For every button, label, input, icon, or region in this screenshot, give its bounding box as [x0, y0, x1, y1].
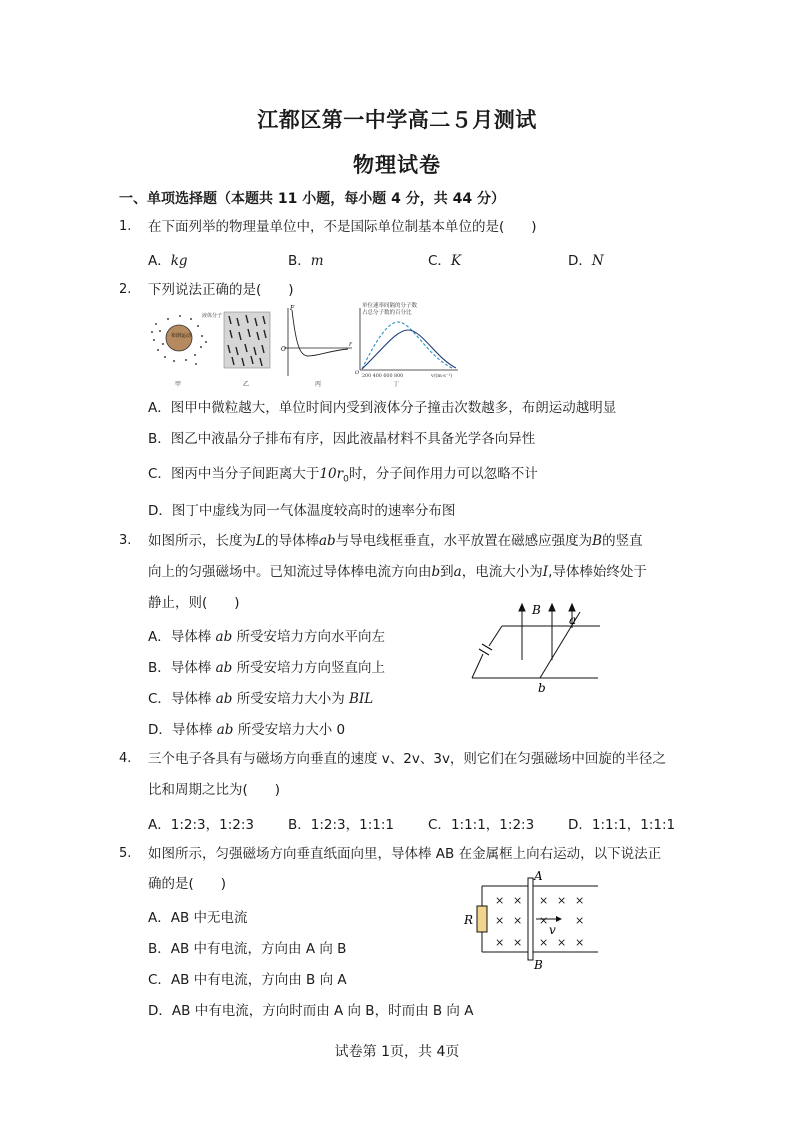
option-label: C． [428, 253, 451, 269]
label-a: A [534, 869, 543, 883]
option-d [568, 813, 675, 833]
text: 与导电线框垂直，水平放置在磁感应强度为 [335, 533, 593, 549]
option-a [148, 625, 385, 645]
option-c [148, 968, 347, 988]
option-text: kg [170, 253, 188, 269]
axis-r: r [349, 341, 352, 348]
option-b [148, 656, 385, 676]
var: ab [216, 722, 234, 738]
text: 的竖直 [602, 533, 643, 549]
var: ab [215, 629, 233, 645]
axis-f: F [290, 305, 295, 312]
page-footer: 试卷第 1页，共 4页 [334, 1044, 460, 1060]
question-number: 5. [119, 846, 132, 861]
option-text: AB 中有电流，方向由 A 向 B [170, 941, 347, 957]
exam-title: 江都区第一中学高二５月测试 [257, 108, 537, 132]
option-b [148, 427, 535, 447]
molecular-force-panel [281, 305, 353, 388]
option-label: C． [428, 817, 451, 833]
caption-yi: 乙 [243, 381, 250, 388]
option-text: 图丙中当分子间距离大于 [170, 466, 320, 482]
option-text: 图乙中液晶分子排布有序，因此液晶材料不具备光学各向异性 [170, 431, 536, 447]
cross-mark: × [539, 914, 549, 927]
cross-mark: × [495, 914, 505, 927]
option-a [148, 906, 248, 926]
text: 到 [440, 564, 454, 580]
cross-mark: × [539, 936, 549, 949]
option-text: 所受安培力方向竖直向上 [236, 660, 386, 676]
option-a [148, 249, 188, 269]
cross-mark: × [513, 914, 523, 927]
label-b: b [538, 681, 546, 695]
label-r: R [464, 913, 474, 927]
option-c [148, 687, 373, 707]
legend-line1: 单位速率间隔的分子数 [362, 303, 418, 309]
question-stem: 在下面列举的物理量单位中，不是国际单位制基本单位的是( ) [148, 219, 537, 235]
option-label: D． [148, 722, 172, 738]
cross-mark: × [513, 894, 523, 907]
option-text: AB 中有电流，方向由 B 向 A [170, 972, 347, 988]
option-label: D． [568, 817, 592, 833]
option-text: 导体棒 [170, 660, 212, 676]
cross-mark: × [495, 894, 505, 907]
caption-ding: 丁 [393, 381, 400, 388]
option-text: 1:2:3，1:1:1 [310, 817, 394, 833]
var-b-end: b [431, 564, 441, 580]
option-label: A． [148, 629, 171, 645]
option-text: 导体棒 [171, 722, 213, 738]
subject-title: 物理试卷 [353, 153, 441, 177]
var-bil: BIL [349, 691, 374, 707]
question-number: 4. [119, 751, 132, 766]
question-stem: 下列说法正确的是( ) [148, 282, 294, 298]
option-c [428, 813, 534, 833]
option-a [148, 396, 616, 416]
option-text: 1:2:3，1:2:3 [170, 817, 254, 833]
option-text: 1:1:1，1:1:1 [591, 817, 676, 833]
label-v: v [549, 923, 556, 937]
caption-bing: 丙 [315, 381, 322, 388]
option-text: 所受安培力大小 0 [237, 722, 346, 738]
option-text: 图丁中虚线为同一气体温度较高时的速率分布图 [171, 503, 456, 519]
question-stem-line2 [148, 563, 647, 581]
option-d [568, 249, 604, 269]
var-ab: ab [318, 533, 336, 549]
option-text: AB 中有电流，方向时而由 A 向 B，时而由 B 向 A [171, 1003, 474, 1019]
origin-o: O [281, 346, 286, 353]
option-label: A． [148, 817, 171, 833]
option-label: C． [148, 972, 171, 988]
var: ab [215, 660, 233, 676]
option-label: D． [148, 503, 172, 519]
cross-mark: × [575, 914, 585, 927]
section-heading: 一、单项选择题（本题共 11 小题，每小题 4 分，共 44 分） [119, 191, 505, 207]
option-b [148, 937, 346, 957]
liquid-crystal-panel [224, 312, 270, 388]
cross-mark: × [557, 894, 567, 907]
option-d [148, 499, 455, 519]
option-text: K [450, 253, 462, 269]
question-stem-line1 [148, 532, 643, 550]
question-number: 1. [119, 219, 132, 234]
text: 向上的匀强磁场中。已知流过导体棒电流方向由 [148, 564, 432, 580]
q5-figure [458, 868, 606, 972]
option-label: B． [288, 817, 311, 833]
cross-mark: × [513, 936, 523, 949]
option-d [148, 718, 345, 738]
option-a [148, 813, 254, 833]
speed-axis: v/(m·s⁻¹) [431, 374, 453, 379]
option-b [288, 813, 394, 833]
legend-line2: 占总分子数的百分比 [362, 310, 412, 316]
option-text: 图甲中微粒越大，单位时间内受到液体分子撞击次数越多，布朗运动越明显 [170, 400, 617, 416]
label-a: a [569, 613, 577, 627]
option-text: 导体棒 [170, 629, 212, 645]
option-text: AB 中无电流 [170, 910, 248, 926]
origin-o2: O [355, 370, 360, 376]
question-stem-line2: 确的是( ) [148, 876, 227, 892]
label-b: B [534, 958, 543, 972]
option-b [288, 249, 324, 269]
cross-mark: × [539, 894, 549, 907]
text: ，电流大小为 [461, 564, 543, 580]
speed-distribution-panel [355, 301, 458, 388]
question-stem-line1: 如图所示，匀强磁场方向垂直纸面向里，导体棒 AB 在金属框上向右运动，以下说法正 [148, 846, 662, 862]
option-label: C． [148, 691, 171, 707]
text: 如图所示，长度为 [148, 533, 256, 549]
cross-mark: × [495, 936, 505, 949]
option-label: D． [148, 1003, 172, 1019]
option-text: N [591, 253, 604, 269]
question-number: 3. [119, 533, 132, 548]
option-d [148, 999, 473, 1019]
question-stem-line2: 比和周期之比为( ) [148, 782, 281, 798]
q2-figure [146, 300, 466, 388]
molecule-label: 液体分子 [202, 313, 223, 319]
option-label: A． [148, 910, 171, 926]
option-label: B． [148, 660, 171, 676]
option-text: m [310, 253, 324, 269]
option-label: B． [148, 941, 171, 957]
text: 的导体棒 [264, 533, 319, 549]
cross-mark: × [557, 936, 567, 949]
cross-mark: × [575, 936, 585, 949]
var-l: L [256, 533, 265, 549]
var-a-end: a [453, 564, 462, 580]
text: ,导体棒始终处于 [548, 564, 647, 580]
option-label: A． [148, 400, 171, 416]
label-b-field: B [532, 603, 541, 617]
question-number: 2. [119, 282, 132, 297]
caption-jia: 甲 [175, 381, 182, 388]
option-text: 所受安培力大小为 [236, 691, 345, 707]
option-text: 导体棒 [170, 691, 212, 707]
option-label: B． [288, 253, 311, 269]
option-label: C． [148, 466, 171, 482]
option-label: B． [148, 431, 171, 447]
question-stem-line1: 三个电子各具有与磁场方向垂直的速度 v、2v、3v，则它们在匀强磁场中回旋的半径之 [148, 751, 666, 767]
question-stem-line3: 静止，则( ) [148, 595, 240, 611]
option-text: 所受安培力方向水平向左 [236, 629, 386, 645]
option-c [148, 462, 538, 485]
var-i: I [542, 564, 549, 580]
var: ab [215, 691, 233, 707]
option-text: 1:1:1，1:2:3 [450, 817, 535, 833]
brownian-panel [151, 312, 222, 388]
option-label: A． [148, 253, 171, 269]
q3-figure [468, 594, 608, 698]
option-c [428, 249, 461, 269]
formula: 10r [319, 466, 344, 482]
var-b: B [592, 533, 603, 549]
speed-ticks: 200 400 600 800 [362, 374, 404, 379]
particle-label: 布朗运动 [171, 333, 192, 339]
cross-mark: × [575, 894, 585, 907]
option-label: D． [568, 253, 592, 269]
option-text-after: 时，分子间作用力可以忽略不计 [348, 466, 538, 482]
formula-subscript: 0 [343, 474, 349, 485]
